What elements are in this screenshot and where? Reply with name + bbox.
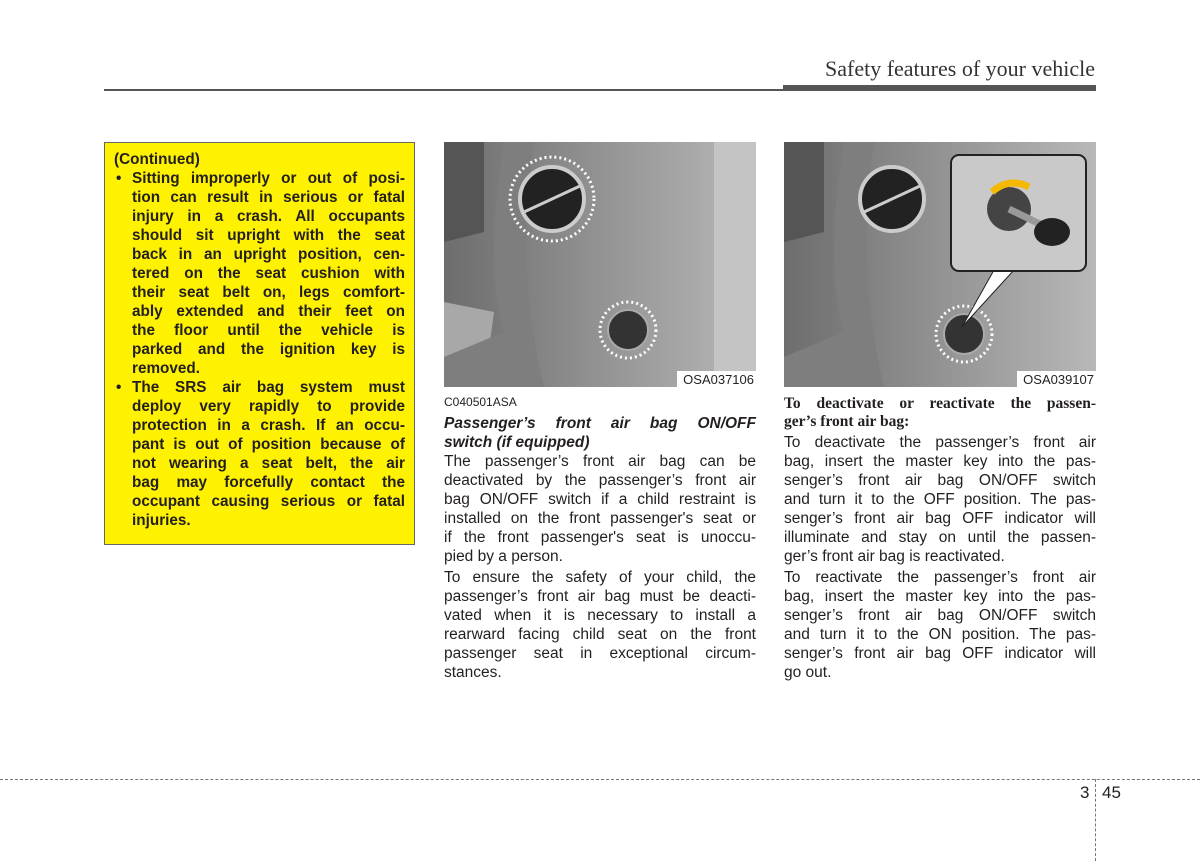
text-line: senger’s front air bag ON/OFF switch xyxy=(784,607,1096,624)
text-line: senger’s front air bag ON/OFF switch xyxy=(784,472,1096,489)
figure-caption: OSA039107 xyxy=(1017,371,1096,387)
section-code: C040501ASA xyxy=(444,395,517,409)
paragraph xyxy=(444,568,756,682)
page-number: 45 xyxy=(1102,783,1121,802)
text-line: bag ON/OFF switch if a child restraint is xyxy=(444,491,756,508)
dashboard-illustration xyxy=(444,142,756,387)
text-line: the floor until the vehicle is xyxy=(132,322,405,339)
running-header: Safety features of your vehicle xyxy=(825,56,1095,81)
text-line: To deactivate the passenger’s front air xyxy=(784,434,1096,451)
text-line: The SRS air bag system must xyxy=(132,379,405,396)
warning-heading: (Continued) xyxy=(114,151,200,168)
right-column xyxy=(784,395,1096,684)
text-line: removed. xyxy=(132,360,201,377)
text-line: parked and the ignition key is xyxy=(132,341,405,358)
text-line: Passenger’s front air bag ON/OFF xyxy=(444,415,756,432)
text-line: Sitting improperly or out of posi- xyxy=(132,170,405,187)
text-line: passenger seat in exceptional circum- xyxy=(444,645,756,662)
section-title xyxy=(444,414,756,452)
text-line: To ensure the safety of your child, the xyxy=(444,569,756,586)
header-rule xyxy=(104,89,784,91)
dashboard-key-illustration xyxy=(784,142,1096,387)
section-body xyxy=(444,452,756,682)
bullet-icon: • xyxy=(116,170,122,187)
text-line: tion can result in serious or fatal xyxy=(132,189,405,206)
text-line: senger’s front air bag OFF indicator will xyxy=(784,645,1096,662)
text-line: protection in a crash. If an occu- xyxy=(132,417,405,434)
warning-bullet xyxy=(114,378,405,530)
paragraph xyxy=(784,568,1096,682)
text-line: bag, insert the master key into the pas- xyxy=(784,588,1096,605)
subsection-title xyxy=(784,395,1096,431)
text-line: bag, insert the master key into the pas- xyxy=(784,453,1096,470)
text-line: ably extended and their feet on xyxy=(132,303,405,320)
text-line: rearward facing child seat on the front xyxy=(444,626,756,643)
text-line: To deactivate or reactivate the passen- xyxy=(784,395,1096,412)
text-line: if the front passenger's seat is unoccu- xyxy=(444,529,756,546)
footer-divider xyxy=(1095,779,1096,861)
text-line: deploy very rapidly to provide xyxy=(132,398,405,415)
text-line: pied by a person. xyxy=(444,548,563,565)
text-line: occupant causing serious or fatal xyxy=(132,493,405,510)
text-line: tered on the seat cushion with xyxy=(132,265,405,282)
subsection-body xyxy=(784,433,1096,682)
paragraph xyxy=(784,433,1096,566)
text-line: go out. xyxy=(784,664,832,681)
text-line: installed on the front passenger's seat or xyxy=(444,510,756,527)
text-line: illuminate and stay on until the passen- xyxy=(784,529,1096,546)
text-line: should sit upright with the seat xyxy=(132,227,405,244)
text-line: senger’s front air bag OFF indicator will xyxy=(784,510,1096,527)
text-line: ger’s front air bag: xyxy=(784,413,910,430)
text-line: injury in a crash. All occupants xyxy=(132,208,405,225)
text-line: stances. xyxy=(444,664,502,681)
text-line: deactivated by the passenger’s front air xyxy=(444,472,756,489)
text-line: ger’s front air bag is reactivated. xyxy=(784,548,1005,565)
text-line: To reactivate the passenger’s front air xyxy=(784,569,1096,586)
paragraph xyxy=(444,414,756,452)
text-line: vated when it is necessary to install a xyxy=(444,607,756,624)
text-line: injuries. xyxy=(132,512,191,529)
text-line: back in an upright position, cen- xyxy=(132,246,405,263)
text-line: and turn it to the ON position. The pas- xyxy=(784,626,1096,643)
figure-key-switch xyxy=(784,142,1096,387)
header-rule-thick xyxy=(783,85,1096,91)
text-line: pant is out of position because of xyxy=(132,436,405,453)
middle-column xyxy=(444,395,756,684)
bullet-icon: • xyxy=(116,379,122,396)
text-line: their seat belt on, legs comfort- xyxy=(132,284,405,301)
figure-caption: OSA037106 xyxy=(677,371,756,387)
text-line: bag may forcefully contact the xyxy=(132,474,405,491)
paragraph xyxy=(444,452,756,566)
text-line: and turn it to the OFF position. The pas- xyxy=(784,491,1096,508)
text-line: not wearing a seat belt, the air xyxy=(132,455,405,472)
paragraph xyxy=(784,395,1096,431)
warning-bullet xyxy=(114,169,405,378)
warning-bullets xyxy=(114,169,405,530)
text-line: switch (if equipped) xyxy=(444,434,590,451)
footer-rule xyxy=(0,779,1200,780)
warning-box xyxy=(104,142,415,545)
text-line: The passenger’s front air bag can be xyxy=(444,453,756,470)
text-line: passenger’s front air bag must be deacti- xyxy=(444,588,756,605)
figure-switch-location xyxy=(444,142,756,387)
chapter-number: 3 xyxy=(1080,783,1090,802)
